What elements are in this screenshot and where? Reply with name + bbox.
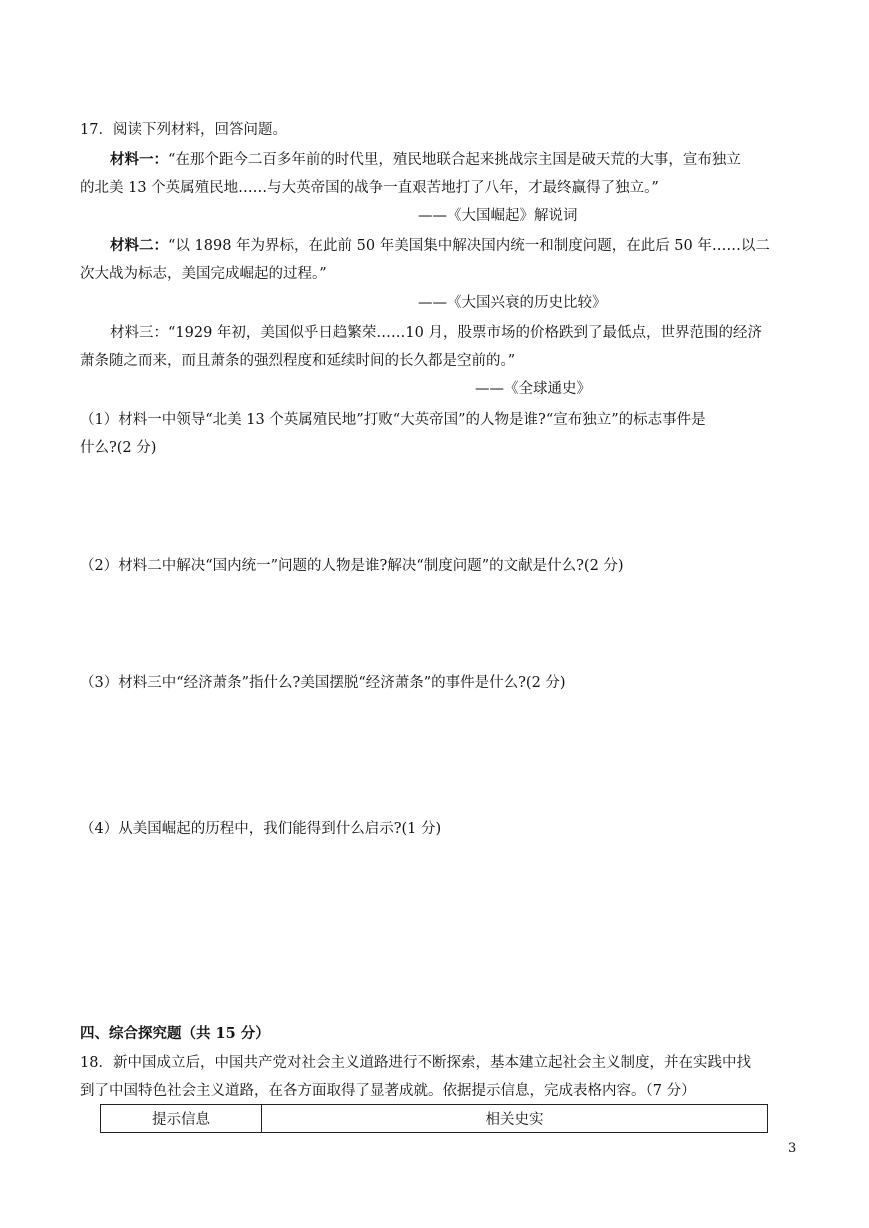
- material-3-line-2: 萧条随之而来，而且萧条的强烈程度和延续时间的长久都是空前的。”: [80, 353, 516, 369]
- question-17-1-line-2: 什么?(2 分): [80, 440, 157, 456]
- question-17-2: （2）材料二中解决“国内统一”问题的人物是谁?解决“制度问题”的文献是什么?(2 分): [80, 558, 624, 574]
- table-header-hint: 提示信息: [101, 1105, 262, 1133]
- material-2-line-1: [110, 236, 770, 256]
- question-18-line-2: 到了中国特色社会主义道路，在各方面取得了显著成就。依据提示信息，完成表格内容。（7 分）: [80, 1083, 696, 1099]
- question-17-4: （4）从美国崛起的历程中，我们能得到什么启示?(1 分): [80, 821, 442, 837]
- table-header-row: [101, 1105, 768, 1133]
- section-4-heading: 四、综合探究题（共 15 分）: [80, 1025, 270, 1042]
- material-1-text: “在那个距今二百多年前的时代里，殖民地联合起来挑战宗主国是破天荒的大事，宣布独立: [168, 152, 741, 168]
- table-header-facts: 相关史实: [262, 1105, 768, 1133]
- question-17-title: 17．阅读下列材料，回答问题。: [80, 122, 287, 138]
- question-17-1-line-1: （1）材料一中领导“北美 13 个英属殖民地”打败“大英帝国”的人物是谁?“宣布独立”的标志事件是: [80, 412, 706, 428]
- material-3-source: ——《全球通史》: [475, 381, 591, 397]
- material-2-text: “以 1898 年为界标，在此前 50 年美国集中解决国内统一和制度问题，在此后 50 年……以二: [168, 238, 770, 254]
- material-3-line-1: 材料三：“1929 年初，美国似乎日趋繁荣……10 月，股票市场的价格跌到了最低点，世界范围的经济: [110, 325, 762, 341]
- material-1-line-1: [110, 150, 741, 170]
- material-1-label: 材料一：: [110, 151, 168, 168]
- material-1-source: ——《大国崛起》解说词: [418, 208, 578, 224]
- question-17-3: （3）材料三中“经济萧条”指什么?美国摆脱“经济萧条”的事件是什么?(2 分): [80, 675, 566, 691]
- material-2-line-2: 次大战为标志，美国完成崛起的过程。”: [80, 266, 327, 282]
- material-2-label: 材料二：: [110, 237, 168, 254]
- material-2-source: ——《大国兴衰的历史比较》: [418, 295, 607, 311]
- page-number: 3: [788, 1141, 797, 1156]
- question-18-line-1: 18．新中国成立后，中国共产党对社会主义道路进行不断探索，基本建立起社会主义制度，并在实践中找: [80, 1055, 751, 1071]
- material-1-line-2: 的北美 13 个英属殖民地……与大英帝国的战争一直艰苦地打了八年，才最终赢得了独立。”: [80, 180, 659, 196]
- answer-table: [100, 1104, 768, 1133]
